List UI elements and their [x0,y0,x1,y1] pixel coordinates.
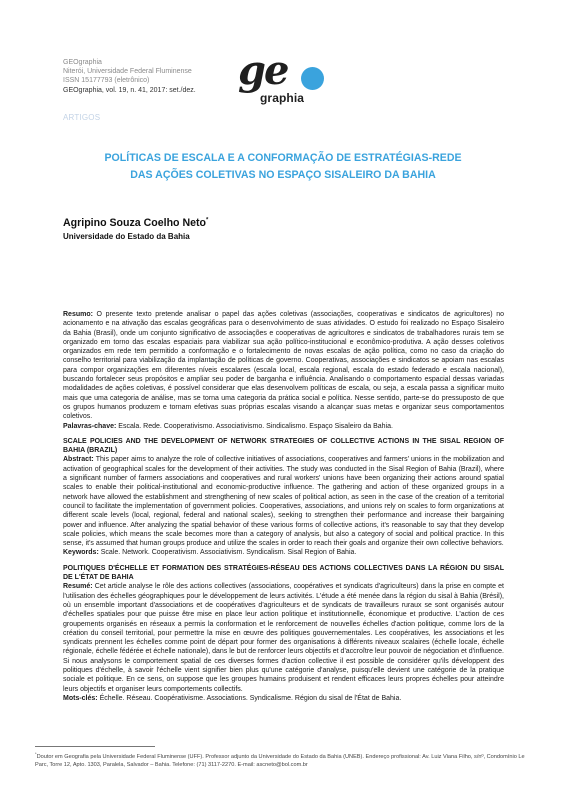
keywords [63,548,504,557]
title-line-2: DAS AÇÕES COLETIVAS NO ESPAÇO SISALEIRO DA BAHIA [130,169,436,181]
journal-issn: ISSN 15177793 (eletrônico) [63,77,150,85]
journal-publisher: Niterói, Universidade Federal Fluminense [63,68,192,76]
logo-geo-text: ge [238,47,288,94]
footnote [35,750,535,769]
journal-issue: GEOgraphia, vol. 19, n. 41, 2017: set./dez. [63,86,196,94]
abstract-text: This paper aims to analyze the role of collective initiatives of associations, cooperatives and farmers' unions in the mobilization and activation of geographical scales for the development of their activities. The study was conducted in the Sisal Region of Bahia (Brazil), where a significant number of farmers associations and cooperatives and rural workers' unions have been organizing their actions around spatial scales to enable their political-institutional and economic-productive influence. The gathering and action of these organized groups in a network have allowed the establishment and strengthening of new scales of political action, as seen in the case of the creation of a territorial council to facilitate the implementation of government policies. Cooperatives, associations, and unions rely on scales to form organizations at different scale levels (local, regional, federal and national scales), seeking to strengthen their performance and increase their bargaining power and influence. After analyzing the spatial behavior of these various forms of collective actions, it's reasonable to say that they develop scale policies, which means the scale becomes more than a category of analysis, but also a category of social and political practice. In this sense, it's assumed that human groups produce and utilize the scales in order to reach their goals and organize their own collective behaviors. [63,456,504,548]
journal-info [63,58,196,95]
author-name-text: Agripino Souza Coelho Neto [63,217,207,229]
resumo-paragraph [63,310,504,422]
author-footnote-mark: * [206,217,209,224]
article-title [63,150,503,184]
footnote-mark: * [35,751,37,756]
logo-word: graphia [260,91,305,105]
footnote-text: Doutor em Geografia pela Universidade Federal Fluminense (UFF). Professor adjunto da Universidade do Estado da Bahia (UNEB). Endereço profissional: Av. Luiz Viana Filho, s/nº, Condomínio Le Parc, Torre 12, Apto. 1303, Paralela, Salvador – Bahia. Telefone: (71) 3117-2270. E-mail: ascneto@bol.com.br [35,753,525,768]
footnote-divider [35,746,155,747]
resumo-label: Resumo: [63,311,93,318]
title-line-1: POLÍTICAS DE ESCALA E A CONFORMAÇÃO DE ESTRATÉGIAS-REDE [104,152,462,164]
resume-label: Resumé: [63,583,93,591]
french-block [63,564,504,703]
french-heading: POLITIQUES D'ÉCHELLE ET FORMATION DES STRATÉGIES-RÉSEAU DES ACTIONS COLLECTIVES DANS LA RÉGION DU SISAL DE L'ÉTAT DE BAHIA [63,564,504,582]
mots-cles-label: Mots-clés: [63,694,98,702]
english-heading: SCALE POLICIES AND THE DEVELOPMENT OF NETWORK STRATEGIES OF COLLECTIVE ACTIONS IN THE SISAL REGION OF BAHIA (BRAZIL) [63,437,504,455]
palavras-chave [63,422,504,431]
english-block [63,437,504,558]
resume-paragraph [63,582,504,694]
geographia-logo [238,47,333,111]
palavras-chave-label: Palavras-chave: [63,422,117,430]
author-name [63,217,208,229]
palavras-chave-text: Escala. Rede. Cooperativismo. Associativismo. Sindicalismo. Espaço Sisaleiro da Bahia. [116,422,393,430]
resumo-text: O presente texto pretende analisar o papel das ações coletivas (associações, cooperativas e sindicatos de agricultores) no acionamento e na ativação das escalas geográficas para o desenvolvimento de suas atividades. O estudo foi realizado no Espaço Sisaleiro da Bahia (Brasil), onde um conjunto significativo de associações e cooperativas de agricultores e sindicatos de trabalhadores rurais tem se organizado em torno das escalas espaciais para viabilizar sua ação político-institucional e econômico-produtiva. A ação desses coletivos organizados em rede tem permitido a conformação e o fortalecimento de novas escalas de ação política, como no caso da criação do conselho territorial para viabilização da implantação de políticas de governo. Cooperativas, associações e sindicatos se apoiam nas escalas para compor organizações em diferentes níveis escalares (escala local, escala regional, escala do estado federado e escala nacional), buscando fortalecer seus propósitos e ampliar seu poder de barganha e influência. Analisando o comportamento espacial dessas variadas modalidades de ações coletivas, é possível considerar que elas desenvolvem políticas de escala, ou seja, a escala passa a significar muito mais que uma categoria de análise, mas se torna uma categoria da prática social e política. Nesse sentido, parte-se do pressuposto de que os grupos humanos produzem e tornam efetivas suas próprias escalas visando a alcançar suas metas e organizar seus comportamentos coletivos. [63,311,504,421]
mots-cles-text: Échelle. Réseau. Coopérativisme. Associations. Syndicalisme. Région du sisal de l'État de Bahia. [97,694,402,702]
keywords-text: Scale. Network. Cooperativism. Associativism. Syndicalism. Sisal Region of Bahia. [98,549,357,557]
section-label: ARTIGOS [63,113,101,122]
abstract-label: Abstract: [63,456,94,464]
abstract-paragraph [63,455,504,548]
resume-text: Cet article analyse le rôle des actions collectives (associations, coopératives et syndicats d'agriculteurs) dans la prise en compte et l'utilisation des échelles géographiques pour le développement de leurs activités. L'étude a été menée dans la région du sisal à Bahia (Brésil), où un ensemble important d'associations et de coopératives d'agriculteurs et de syndicats de travailleurs ruraux se sont organisés autour d'échelles spatiales pour que puisse être mise en place leur action politique et institutionnelle, économique et productive. L'action de ces groupements organisés en réseaux a permis la conformation et le renforcement de nouvelles échelles d'action politique, comme lors de la création du conseil territorial, pour permettre la mise en œuvre des politiques gouvernementales. Les coopératives, les associations et les syndicats prennent les échelles comme point de départ pour former des organisations à différents niveaux scalaires (échelle locale, échelle régionale, échelle fédérée et échelle nationale), dans le but de renforcer leurs objectifs et d'accroître leur pouvoir de négociation et d'influence. Si nous analysons le comportement spatial de ces diverses formes d'action collective il est possible de considérer qu'ils développent des politiques d'échelle, à savoir l'échelle vient signifier bien plus qu'une catégorie d'analyse, puisqu'elle devient une catégorie de la pratique sociale et politique. En ce sens, on suppose que les groupes humains produisent et rendent efficaces leurs propres échelles pour atteindre leurs objectifs et organiser leurs comportements collectifs. [63,583,504,693]
keywords-label: Keywords: [63,549,99,557]
author-affiliation: Universidade do Estado da Bahia [63,232,190,241]
journal-name: GEOgraphia [63,59,102,66]
mots-cles [63,694,504,703]
abstracts [63,310,504,709]
logo-blue-dot [301,67,324,90]
resumo-block [63,310,504,431]
